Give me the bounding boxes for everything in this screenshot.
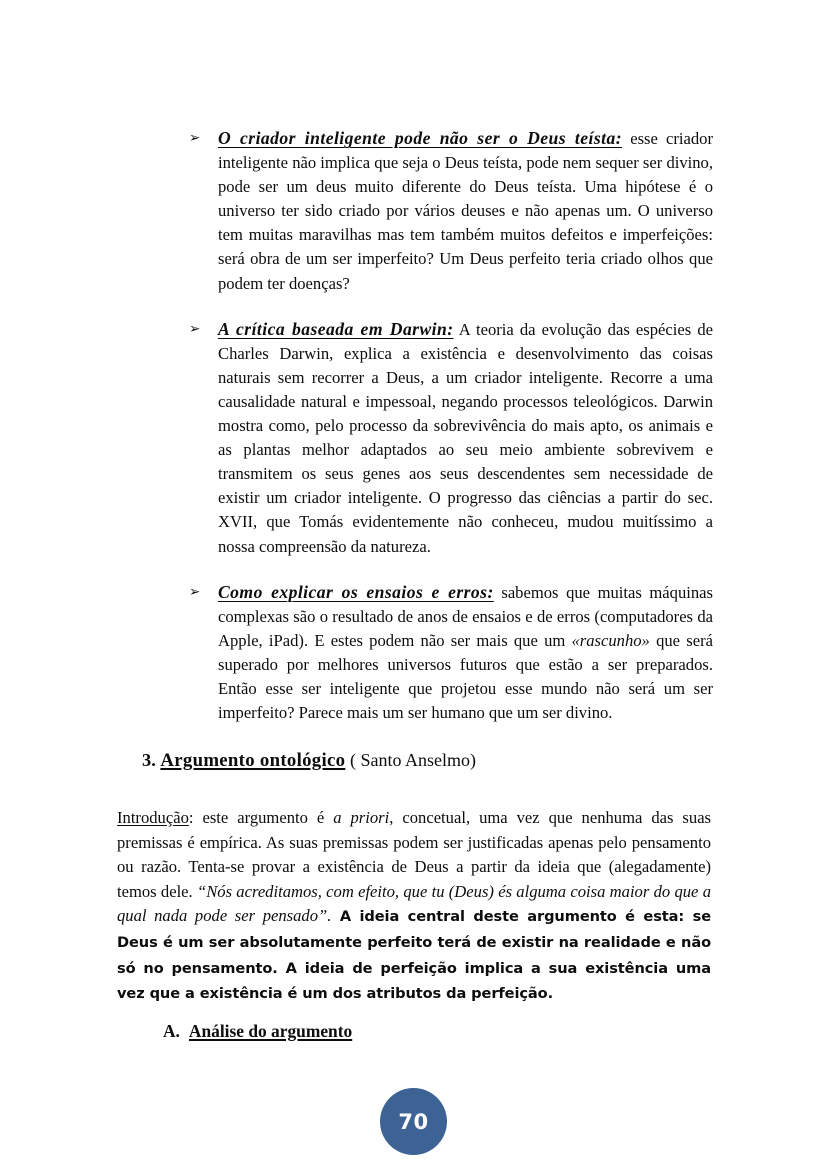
introduction-label: Introdução	[117, 808, 189, 827]
page-number: 70	[398, 1109, 429, 1134]
arrow-bullet-icon: ➢	[189, 130, 201, 146]
run-in-heading: A crítica baseada em Darwin:	[218, 318, 454, 339]
introduction-text-part2: , concetual, uma vez que nenhuma das suas premissas é empírica. As suas premissas podem ser justificadas apenas pelo pensamento ou razão. Tenta-se provar a existência de Deus a partir da ideia que (alegadamente) temos dele.	[117, 808, 712, 901]
run-in-heading: Como explicar os ensaios e erros:	[218, 581, 494, 602]
arrow-bullet-icon: ➢	[189, 583, 201, 600]
page-title: Argumento ontológico	[160, 750, 346, 771]
bullet-paragraph	[218, 126, 713, 296]
bullet-body-text-part1: sabemos que muitas máquinas complexas são o resultado de anos de ensaios e de erros (computadores da Apple, iPad). E estes podem não ser mais que um	[218, 582, 713, 650]
bullet-paragraph	[218, 317, 713, 559]
bullet-body-text: esse criador inteligente não implica que seja o Deus teísta, pode nem sequer ser divino, pode ser um deus muito diferente do Deus teísta. Uma hipótese é o universo ter sido criado por vários deuses e não apenas um. O universo tem muitas maravilhas mas tem também muitos defeitos e imperfeições: será obra de um ser imperfeito? Um Deus perfeito teria criado olhos que podem ter doenças?	[218, 129, 713, 293]
anselm-quotation: “Nós acreditamos, com efeito, que tu (Deus) és alguma coisa maior do que a qual nada pode ser pensado”.	[117, 881, 711, 926]
run-in-heading: O criador inteligente pode não ser o Deus teísta:	[218, 128, 623, 148]
bullet-body-text-part2: que será superado por melhores universos futuros que estão a ser preparados. Então esse ser inteligente que projetou esse mundo não será um ser imperfeito? Parece mais um ser humano que um ser divino.	[218, 630, 713, 723]
central-idea-statement: A ideia central deste argumento é esta: se Deus é um ser absolutamente perfeito terá de existir na realidade e não só no pensamento. A ideia de perfeição implica a sua existência uma vez que a existência é um dos atributos da perfeição.	[117, 908, 711, 1003]
subsection-label: Análise do argumento	[188, 1021, 353, 1041]
bullet-body-text: A teoria da evolução das espécies de Charles Darwin, explica a existência e desenvolvimento das coisas naturais sem recorrer a Deus, a um criador inteligente. Recorre a uma causalidade natural e impessoal, negando processos teleológicos. Darwin mostra como, pelo processo da sobrevivência do mais apto, os animais e as plantas melhor adaptados ao seu meio ambiente sobrevivem e transmitem os seus genes aos seus descendentes sem necessidade de existir um criador inteligente. O progresso das ciências a partir do sec. XVII, que Tomás evidentemente não conheceu, mudou muitíssimo a nossa compreensão da natureza.	[218, 319, 713, 556]
subsection-heading	[163, 1021, 352, 1042]
section-number: 3.	[142, 750, 156, 770]
list-item	[186, 317, 713, 559]
bulleted-arguments-list	[186, 126, 713, 746]
section-heading	[142, 748, 476, 773]
introduction-emphasis: a priori	[333, 808, 390, 827]
introduction-text-part1: : este argumento é	[188, 808, 334, 827]
arrow-bullet-icon: ➢	[189, 320, 201, 337]
section-attribution: ( Santo Anselmo)	[349, 750, 476, 770]
list-item	[186, 580, 713, 726]
bullet-paragraph	[218, 580, 713, 726]
page-number-badge	[380, 1088, 447, 1155]
bullet-body-emphasis: «rascunho»	[571, 630, 650, 650]
list-item	[186, 126, 713, 296]
introduction-paragraph	[117, 806, 711, 1007]
subsection-letter: A.	[163, 1021, 180, 1041]
